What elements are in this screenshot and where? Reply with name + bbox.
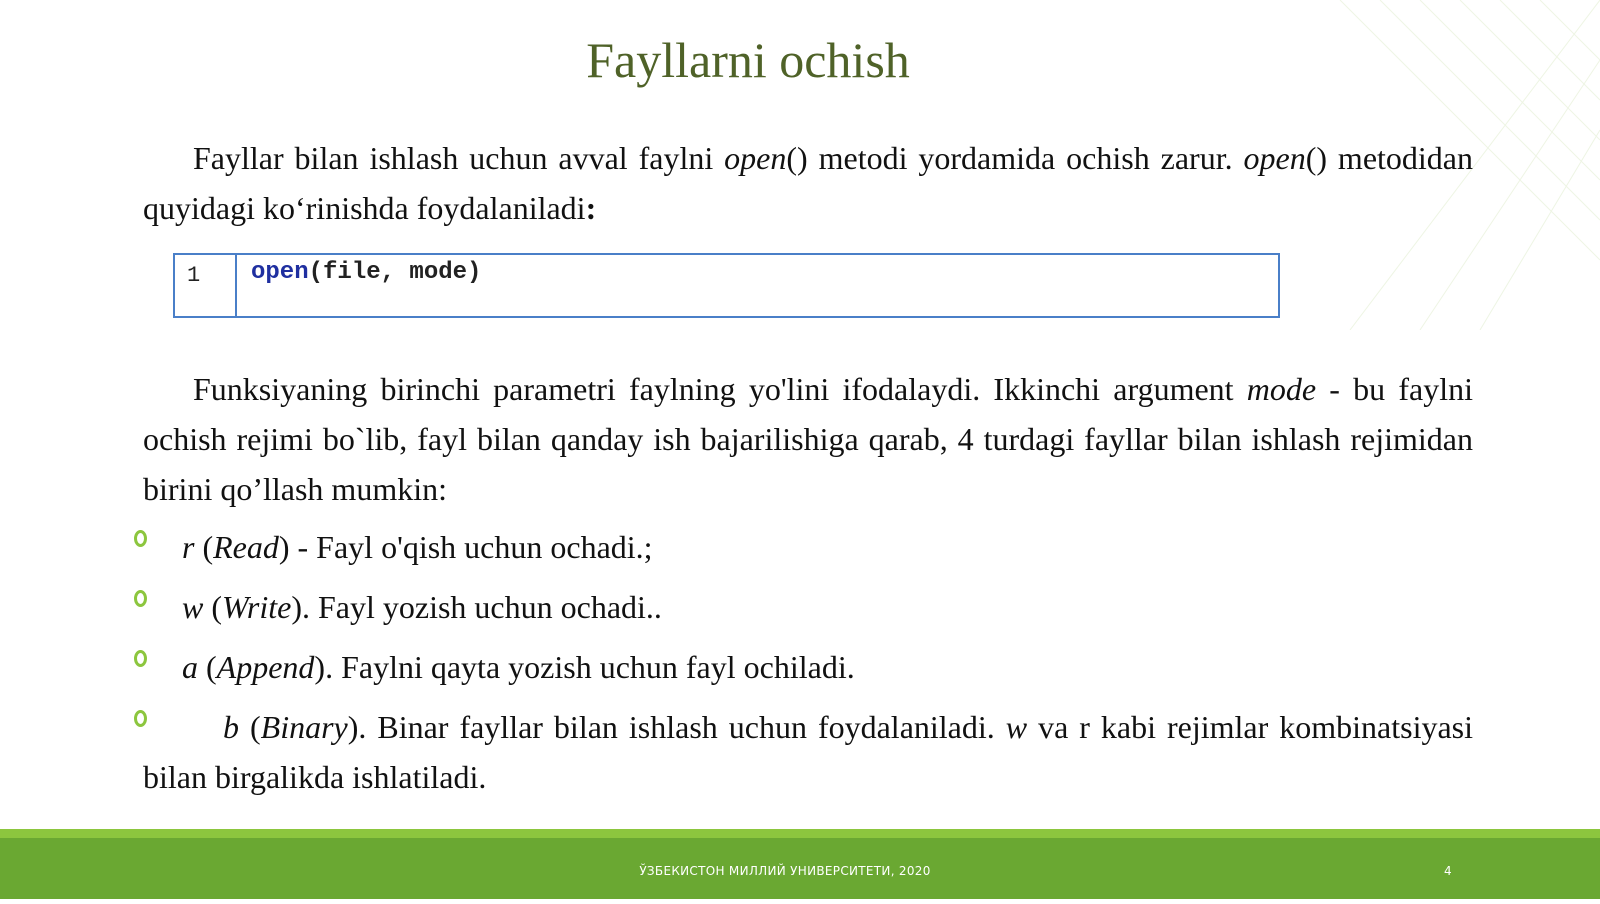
- mode-code: w: [182, 589, 204, 625]
- intro-open-2: open: [1243, 140, 1306, 176]
- bullet-text: [143, 702, 1473, 802]
- mode-list: [130, 522, 1473, 812]
- intro-paragraph: [143, 133, 1473, 233]
- mode-name: Binary: [260, 709, 348, 745]
- footer-bar: [0, 838, 1600, 899]
- mode-description: ). Faylni qayta yozish uchun fayl ochiladi.: [314, 649, 855, 685]
- mode-description-2: va r kabi rejimlar kombinatsiyasi bilan birgalikda ishlatiladi.: [143, 709, 1474, 795]
- code-line: [251, 259, 481, 286]
- intro-open-1: open: [724, 140, 787, 176]
- mode-code: a: [182, 649, 198, 685]
- mode-description: ). Binar fayllar bilan ishlash uchun foydalaniladi.: [347, 709, 1006, 745]
- bullet-circle-icon: [134, 650, 147, 667]
- list-item-write: [130, 582, 1473, 632]
- mode-keyword: mode: [1246, 371, 1317, 407]
- code-line-number: 1: [175, 255, 237, 316]
- intro-text-3: () metodidan quyidagi ko‘rinishda foydalaniladi: [143, 140, 1474, 226]
- mode-paragraph: [143, 364, 1473, 514]
- intro-colon: :: [585, 190, 597, 226]
- mode-code: r: [182, 529, 195, 565]
- bullet-text: [182, 649, 855, 685]
- list-item-read: [130, 522, 1473, 572]
- paren-open: (: [198, 649, 217, 685]
- footer-text: ЎЗБЕКИСТОН МИЛЛИЙ УНИВЕРСИТЕТИ, 2020: [639, 864, 931, 878]
- mode-name: Write: [222, 589, 292, 625]
- bullet-circle-icon: [134, 710, 147, 727]
- mode-name: Read: [213, 529, 279, 565]
- paren-open: (: [239, 709, 261, 745]
- mode-code-w: w: [1005, 709, 1028, 745]
- list-item-binary: [130, 702, 1473, 802]
- mode-text-1: Funksiyaning birinchi parametri faylning yo'lini ifodalaydi. Ikkinchi argument: [193, 371, 1247, 407]
- mode-description: ). Fayl yozish uchun ochadi..: [291, 589, 662, 625]
- mode-text-2: - bu faylni ochish rejimi bo`lib, fayl bilan qanday ish bajarilishiga qarab, 4 turdagi fayllar bilan ishlash rejimidan birini qo’llash mumkin:: [143, 371, 1474, 507]
- bullet-circle-icon: [134, 530, 147, 547]
- slide-title: Fayllarni ochish: [586, 32, 910, 88]
- page-number: 4: [1444, 864, 1452, 878]
- paren-open: (: [203, 589, 222, 625]
- code-snippet-box: [173, 253, 1280, 318]
- list-item-append: [130, 642, 1473, 692]
- mode-code: b: [223, 709, 239, 745]
- code-keyword: open: [251, 259, 309, 286]
- intro-text-2: () metodi yordamida ochish zarur.: [786, 140, 1244, 176]
- footer-accent-stripe: [0, 829, 1600, 838]
- intro-text-1: Fayllar bilan ishlash uchun avval faylni: [193, 140, 725, 176]
- bullet-circle-icon: [134, 590, 147, 607]
- mode-name: Append: [216, 649, 315, 685]
- bullet-text: [182, 589, 662, 625]
- paren-open: (: [194, 529, 214, 565]
- mode-description: ) - Fayl o'qish uchun ochadi.;: [278, 529, 653, 565]
- code-arguments: (file, mode): [308, 259, 482, 286]
- bullet-text: [182, 529, 653, 565]
